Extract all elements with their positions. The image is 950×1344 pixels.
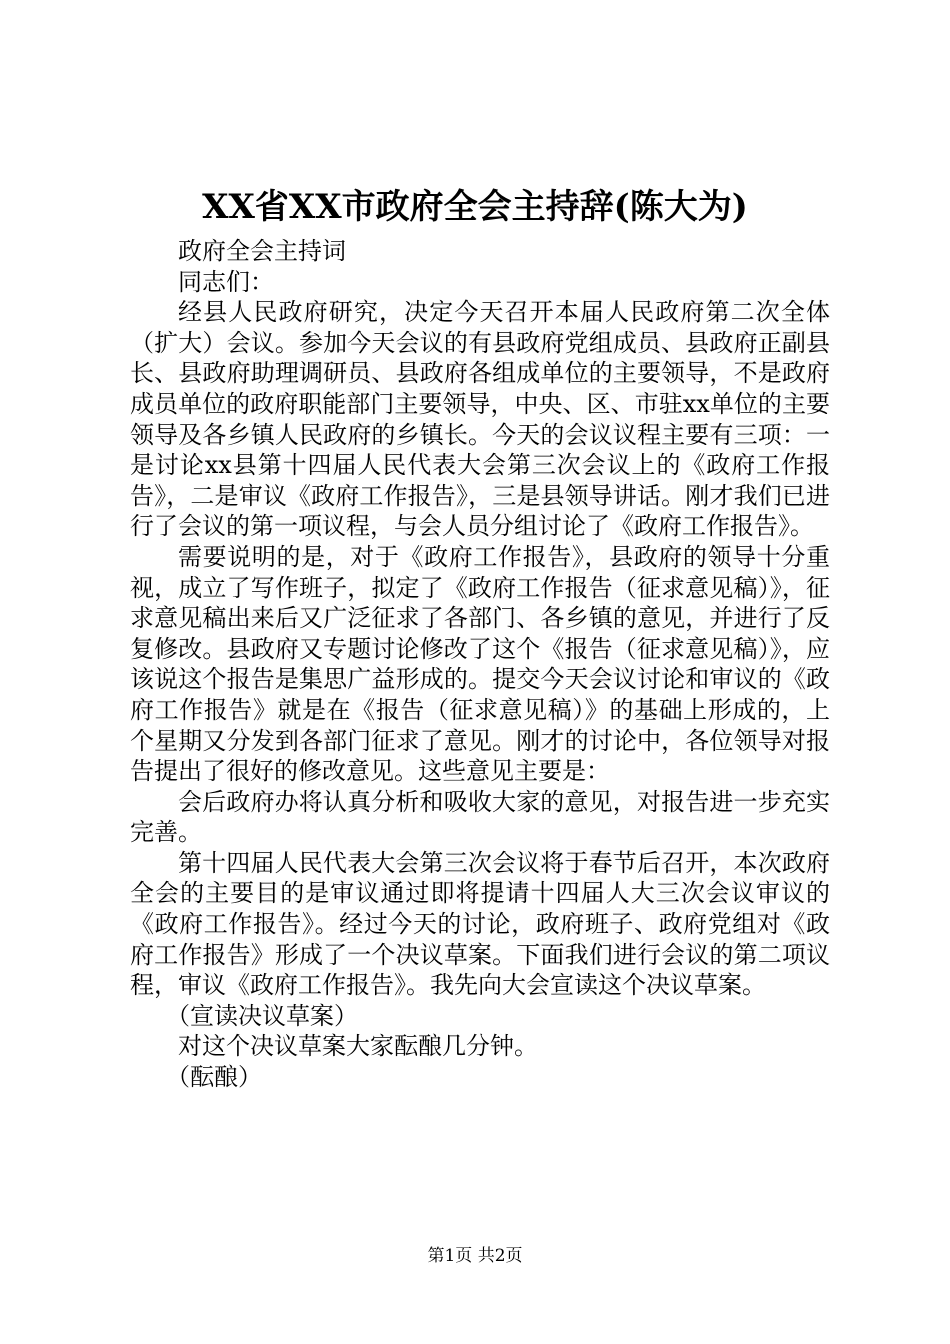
paragraph-stage-direction: （酝酿） [166, 1063, 262, 1092]
paragraph-salutation: 同志们： [178, 267, 274, 296]
document-body [130, 236, 830, 1093]
paragraph: 对这个决议草案大家酝酿几分钟。 [178, 1032, 538, 1061]
document-title: XX省XX市政府全会主持辞(陈大为) [202, 187, 748, 227]
paragraph-heading: 政府全会主持词 [178, 237, 346, 265]
paragraph: 会后政府办将认真分析和吸收大家的意见，对报告进一步充实完善。 [130, 787, 830, 847]
paragraph-stage-direction: （宣读决议草案） [166, 1001, 358, 1030]
page-number-footer: 第1页 共2页 [427, 1246, 523, 1266]
paragraph: 第十四届人民代表大会第三次会议将于春节后召开，本次政府全会的主要目的是审议通过即将提请十四届人大三次会议审议的《政府工作报告》。经过今天的讨论，政府班子、政府党组对《政府工作报告》形成了一个决议草案。下面我们进行会议的第二项议程，审议《政府工作报告》。我先向大会宣读这个决议草案。 [130, 848, 830, 1000]
paragraph: 需要说明的是，对于《政府工作报告》，县政府的领导十分重视，成立了写作班子，拟定了《政府工作报告（征求意见稿）》，征求意见稿出来后又广泛征求了各部门、各乡镇的意见，并进行了反复修改。县政府又专题讨论修改了这个《报告（征求意见稿）》，应该说这个报告是集思广益形成的。提交今天会议讨论和审议的《政府工作报告》就是在《报告（征求意见稿）》的基础上形成的，上个星期又分发到各部门征求了意见。刚才的讨论中，各位领导对报告提出了很好的修改意见。这些意见主要是： [130, 542, 830, 786]
paragraph: 经县人民政府研究，决定今天召开本届人民政府第二次全体（扩大）会议。参加今天会议的有县政府党组成员、县政府正副县长、县政府助理调研员、县政府各组成单位的主要领导，不是政府成员单位的政府职能部门主要领导，中央、区、市驻xx单位的主要领导及各乡镇人民政府的乡镇长。今天的会议议程主要有三项：一是讨论xx县第十四届人民代表大会第三次会议上的《政府工作报告》，二是审议《政府工作报告》，三是县领导讲话。刚才我们已进行了会议的第一项议程，与会人员分组讨论了《政府工作报告》。 [130, 298, 830, 541]
